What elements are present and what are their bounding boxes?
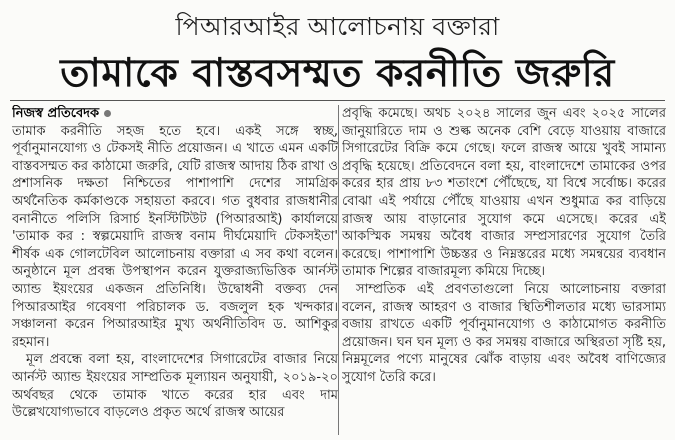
column-divider bbox=[338, 105, 339, 435]
article-paragraph: তামাক করনীতি সহজ হতে হবে। একই সঙ্গে স্বচ্ছ, পূর্বানুমানযোগ্য ও টেকসই নীতি প্রয়োজন। এ খাতে এমন একটি বাস্তবসম্মত কর কাঠামো জরুরি, যেটি রাজস্ব আদায় ঠিক রাখা ও প্রশাসনিক দক্ষতা নিশ্চিতের পাশাপাশি দেশের সামগ্রিক অর্থনৈতিক কর্মকাণ্ডকে সহায়তা করবে। গত বুধবার রাজধানীর বনানীতে পলিসি রিসার্চ ইনস্টিটিউট (পিআরআই) কার্যালয়ে 'তামাক কর : স্বল্পমেয়াদি রাজস্ব বনাম দীর্ঘমেয়াদি টেকসইতা' শীর্ষক এক গোলটেবিল আলোচনায় বক্তারা এ সব কথা বলেন। অনুষ্ঠানে মূল প্রবন্ধ উপস্থাপন করেন যুক্তরাজ্যভিত্তিক আর্নস্ট অ্যান্ড ইয়ংয়ের একজন প্রতিনিধি। উদ্বোধনী বক্তব্য দেন পিআরআইর গবেষণা পরিচালক ড. বজলুল হক খন্দকার। সঞ্চালনা করেন পিআরআইর মুখ্য অর্থনীতিবিদ ড. আশিকুর রহমান। bbox=[12, 123, 338, 350]
article-column-right bbox=[342, 105, 666, 435]
article-column-left bbox=[12, 105, 338, 435]
article-paragraph: সাম্প্রতিক এই প্রবণতাগুলো নিয়ে আলোচনায় বক্তারা বলেন, রাজস্ব আহরণ ও বাজার স্থিতিশীলতার মধ্যে ভারসাম্য বজায় রাখতে একটি পূর্বানুমানযোগ্য ও কাঠামোগত করনীতি প্রয়োজন। ঘন ঘন মূল্য ও কর সমন্বয় বাজারে অস্থিরতা সৃষ্টি হয়, নিম্নমূলের পণ্যে মানুষের ঝোঁক বাড়ায় এবং অবৈধ বাণিজ্যের সুযোগ তৈরি করে। bbox=[342, 281, 666, 385]
headline-rule bbox=[10, 100, 665, 101]
article-paragraph: মূল প্রবন্ধে বলা হয়, বাংলাদেশের সিগারেটের বাজার নিয়ে আর্নস্ট অ্যান্ড ইয়ংয়ের সাম্প্রতিক মূল্যায়ন অনুযায়ী, ২০১৯-২০ অর্থবছর থেকে তামাক খাতে করের হার এবং দাম উল্লেখযোগ্যভাবে বাড়লেও প্রকৃত অর্থে রাজস্ব আয়ের bbox=[12, 352, 338, 421]
article-paragraph: প্রবৃদ্ধি কমেছে। অথচ ২০২৪ সালের জুন এবং ২০২৫ সালের জানুয়ারিতে দাম ও শুল্ক অনেক বেশি বেড়ে যাওয়ায় বাজারে সিগারেটের বিক্রি কমে গেছে। ফলে রাজস্ব আয়ে খুবই সামান্য প্রবৃদ্ধি হয়েছে। প্রতিবেদনে বলা হয়, বাংলাদেশে তামাকের ওপর করের হার প্রায় ৮৩ শতাংশে পৌঁছেছে, যা বিশ্বে সর্বোচ্চ। করের বোঝা এই পর্যায়ে পৌঁছে যাওয়ায় এখন শুধুমাত্র কর বাড়িয়ে রাজস্ব আয় বাড়ানোর সুযোগ কমে এসেছে। করের এই আকস্মিক সমন্বয় অবৈধ বাজার সম্প্রসারণের সুযোগ তৈরি করেছে। পাশাপাশি উচ্চস্তর ও নিম্নস্তরের মধ্যে সমন্বয়ের ব্যবধান তামাক শিল্পের বাজারমূল্য কমিয়ে দিচ্ছে। bbox=[342, 106, 666, 280]
byline: নিজস্ব প্রতিবেদক bbox=[12, 106, 100, 121]
main-headline: তামাকে বাস্তবসম্মত করনীতি জরুরি bbox=[60, 51, 615, 96]
byline-line bbox=[12, 105, 338, 123]
kicker-headline: পিআরআইর আলোচনায় বক্তারা bbox=[175, 12, 500, 41]
byline-bullet-icon bbox=[104, 110, 111, 117]
